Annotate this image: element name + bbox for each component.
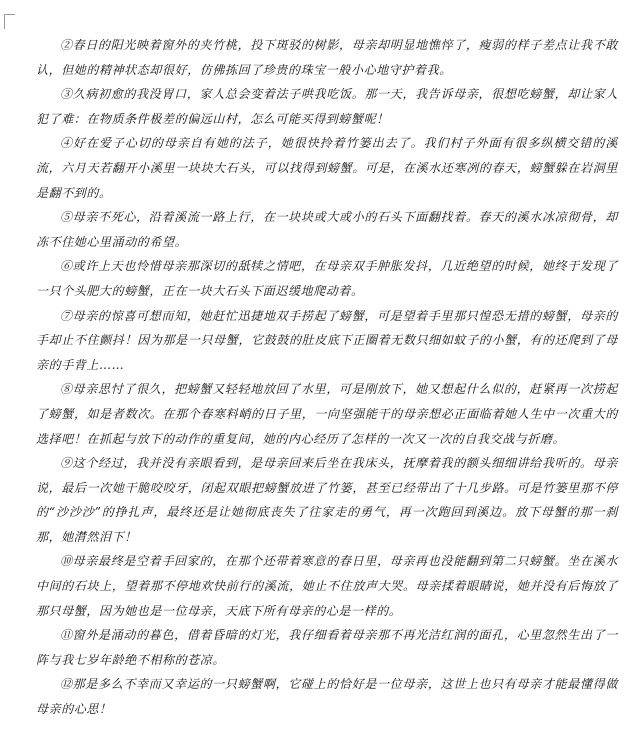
paragraph-11: ⑪窗外是涌动的暮色，借着昏暗的灯光，我仔细看着母亲那不再光洁红润的面孔，心里忽然生出了一阵与我七岁年龄绝不相称的苍凉。 (36, 628, 618, 667)
paragraph-6: ⑥或许上天也怜惜母亲那深切的舐犊之情吧，在母亲双手肿胀发抖，几近绝望的时候，她终于发现了一只个头肥大的螃蟹，正在一块大石头下面迟缓地爬动着。 (36, 259, 618, 298)
paragraph-9: ⑨这个经过，我并没有亲眼看到，是母亲回来后坐在我床头，抚摩着我的额头细细讲给我听的。母亲说，最后一次她干脆咬咬牙，闭起双眼把螃蟹放进了竹篓，甚至已经带出了十几步路。可是竹篓里那不停的“沙沙沙”的挣扎声，最终还是让她彻底丧失了往家走的勇气，再一次跑回到溪边。放下母蟹的那一刹那，她潸然泪下！ (36, 456, 618, 544)
paragraph-5: ⑤母亲不死心，沿着溪流一路上行，在一块块或大或小的石头下面翻找着。春天的溪水冰凉彻骨，却冻不住她心里涌动的希望。 (36, 210, 618, 249)
paragraph-10: ⑩母亲最终是空着手回家的，在那个还带着寒意的春日里，母亲再也没能翻到第二只螃蟹。坐在溪水中间的石块上，望着那不停地欢快前行的溪流，她止不住放声大哭。母亲揉着眼睛说，她并没有后悔放了那只母蟹，因为她也是一位母亲，天底下所有母亲的心是一样的。 (36, 554, 618, 618)
paragraph-4: ④好在爱子心切的母亲自有她的法子，她很快拎着竹篓出去了。我们村子外面有很多纵横交错的溪流，六月天若翻开小溪里一块块大石头，可以找得到螃蟹。可是，在溪水还寒冽的春天，螃蟹躲在岩洞里是翻不到的。 (36, 136, 618, 200)
paragraph-2: ②春日的阳光映着窗外的夹竹桃，投下斑驳的树影，母亲却明显地憔悴了，瘦弱的样子差点让我不敢认，但她的精神状态却很好，仿佛拣回了珍贵的珠宝一般小心地守护着我。 (36, 38, 618, 77)
paragraph-8: ⑧母亲思忖了很久，把螃蟹又轻轻地放回了水里，可是刚放下，她又想起什么似的，赶紧再一次捞起了螃蟹，如是者数次。在那个春寒料峭的日子里，一向坚强能干的母亲想必正面临着她人生中一次重大的选择吧！在抓起与放下的动作的重复间，她的内心经历了怎样的一次又一次的自我交战与折磨。 (36, 382, 618, 446)
page-corner-mark (4, 14, 15, 29)
paragraph-3: ③久病初愈的我没胃口，家人总会变着法子哄我吃饭。那一天，我告诉母亲，很想吃螃蟹，却让家人犯了难：在物质条件极差的偏远山村，怎么可能买得到螃蟹呢！ (36, 87, 618, 126)
paragraph-7: ⑦母亲的惊喜可想而知，她赶忙迅捷地双手捞起了螃蟹，可是望着手里那只惶恐无措的螃蟹，母亲的手却止不住颤抖！因为那是一只母蟹，它鼓鼓的肚皮底下正圈着无数只细如蚊子的小蟹，有的还爬到了母亲的手背上…… (36, 308, 618, 372)
document-body (36, 33, 618, 722)
paragraph-12: ⑫那是多么不幸而又幸运的一只螃蟹啊，它碰上的恰好是一位母亲，这世上也只有母亲才能最懂得做母亲的心思！ (36, 677, 618, 717)
